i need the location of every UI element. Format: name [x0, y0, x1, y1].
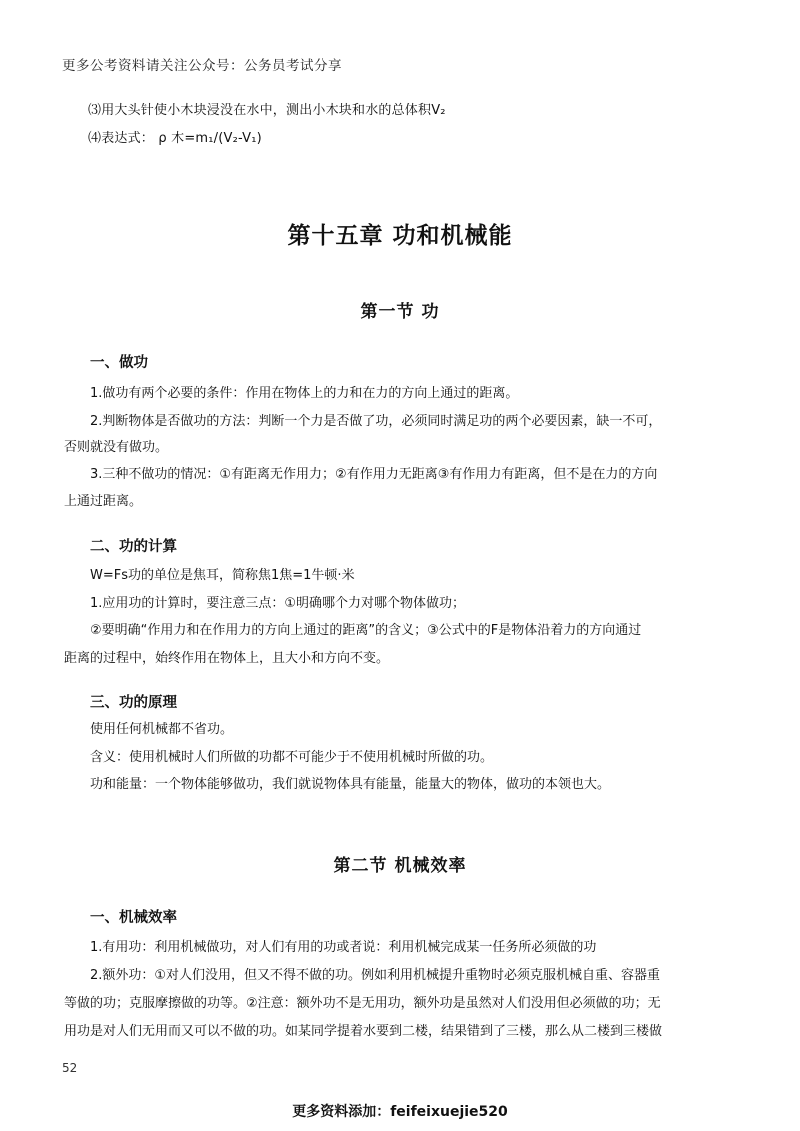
page-number: 52: [62, 1061, 78, 1075]
subheading-work-calculation: 二、功的计算: [90, 538, 177, 555]
paragraph-line: 2.额外功：①对人们没用，但又不得不做的功。例如利用机械提升重物时必须克服机械自重、容器重: [90, 968, 661, 983]
paragraph-line: 1.有用功：利用机械做功，对人们有用的功或者说：利用机械完成某一任务所必须做的功: [90, 940, 597, 955]
paragraph-line: 2.判断物体是否做功的方法：判断一个力是否做了功，必须同时满足功的两个必要因素，缺一不可，: [90, 414, 662, 429]
subheading-doing-work: 一、做功: [90, 354, 148, 371]
paragraph-line: 1.做功有两个必要的条件：作用在物体上的力和在力的方向上通过的距离。: [90, 386, 519, 401]
chapter-title: 第十五章 功和机械能: [287, 222, 513, 249]
paragraph-line: 1.应用功的计算时，要注意三点：①明确哪个力对哪个物体做功；: [90, 596, 466, 611]
section-title-1: 第一节 功: [360, 302, 440, 322]
section-title-2: 第二节 机械效率: [333, 856, 467, 876]
paragraph-line: 用功是对人们无用而又可以不做的功。如某同学提着水要到二楼，结果错到了三楼，那么从二楼到三楼做: [64, 1024, 663, 1039]
paragraph-line: 3.三种不做功的情况：①有距离无作用力；②有作用力无距离③有作用力有距离，但不是在力的方向: [90, 467, 658, 482]
intro-line-3: ⑶用大头针使小木块浸没在水中，测出小木块和水的总体积V₂: [88, 103, 446, 118]
subheading-mechanical-efficiency: 一、机械效率: [90, 909, 177, 926]
paragraph-line: 否则就没有做功。: [64, 440, 169, 455]
header-note: 更多公考资料请关注公众号：公务员考试分享: [62, 58, 342, 74]
paragraph-line: 上通过距离。: [64, 494, 143, 509]
subheading-work-principle: 三、功的原理: [90, 694, 177, 711]
paragraph-line: 功和能量：一个物体能够做功，我们就说物体具有能量，能量大的物体，做功的本领也大。: [90, 777, 611, 792]
paragraph-line: ②要明确“作用力和在作用力的方向上通过的距离”的含义；③公式中的F是物体沿着力的方向通过: [90, 623, 642, 638]
footer-text: 更多资料添加：feifeixuejie520: [292, 1104, 508, 1120]
paragraph-line: 等做的功；克服摩擦做的功等。②注意：额外功不是无用功，额外功是虽然对人们没用但必须做的功；无: [64, 996, 661, 1011]
paragraph-line: W=Fs功的单位是焦耳，简称焦1焦=1牛顿·米: [90, 568, 355, 583]
paragraph-line: 距离的过程中，始终作用在物体上，且大小和方向不变。: [64, 651, 390, 666]
paragraph-line: 含义：使用机械时人们所做的功都不可能少于不使用机械时所做的功。: [90, 750, 494, 765]
intro-line-4: ⑷表达式： ρ 木=m₁/(V₂-V₁): [88, 131, 262, 146]
paragraph-line: 使用任何机械都不省功。: [90, 722, 234, 737]
